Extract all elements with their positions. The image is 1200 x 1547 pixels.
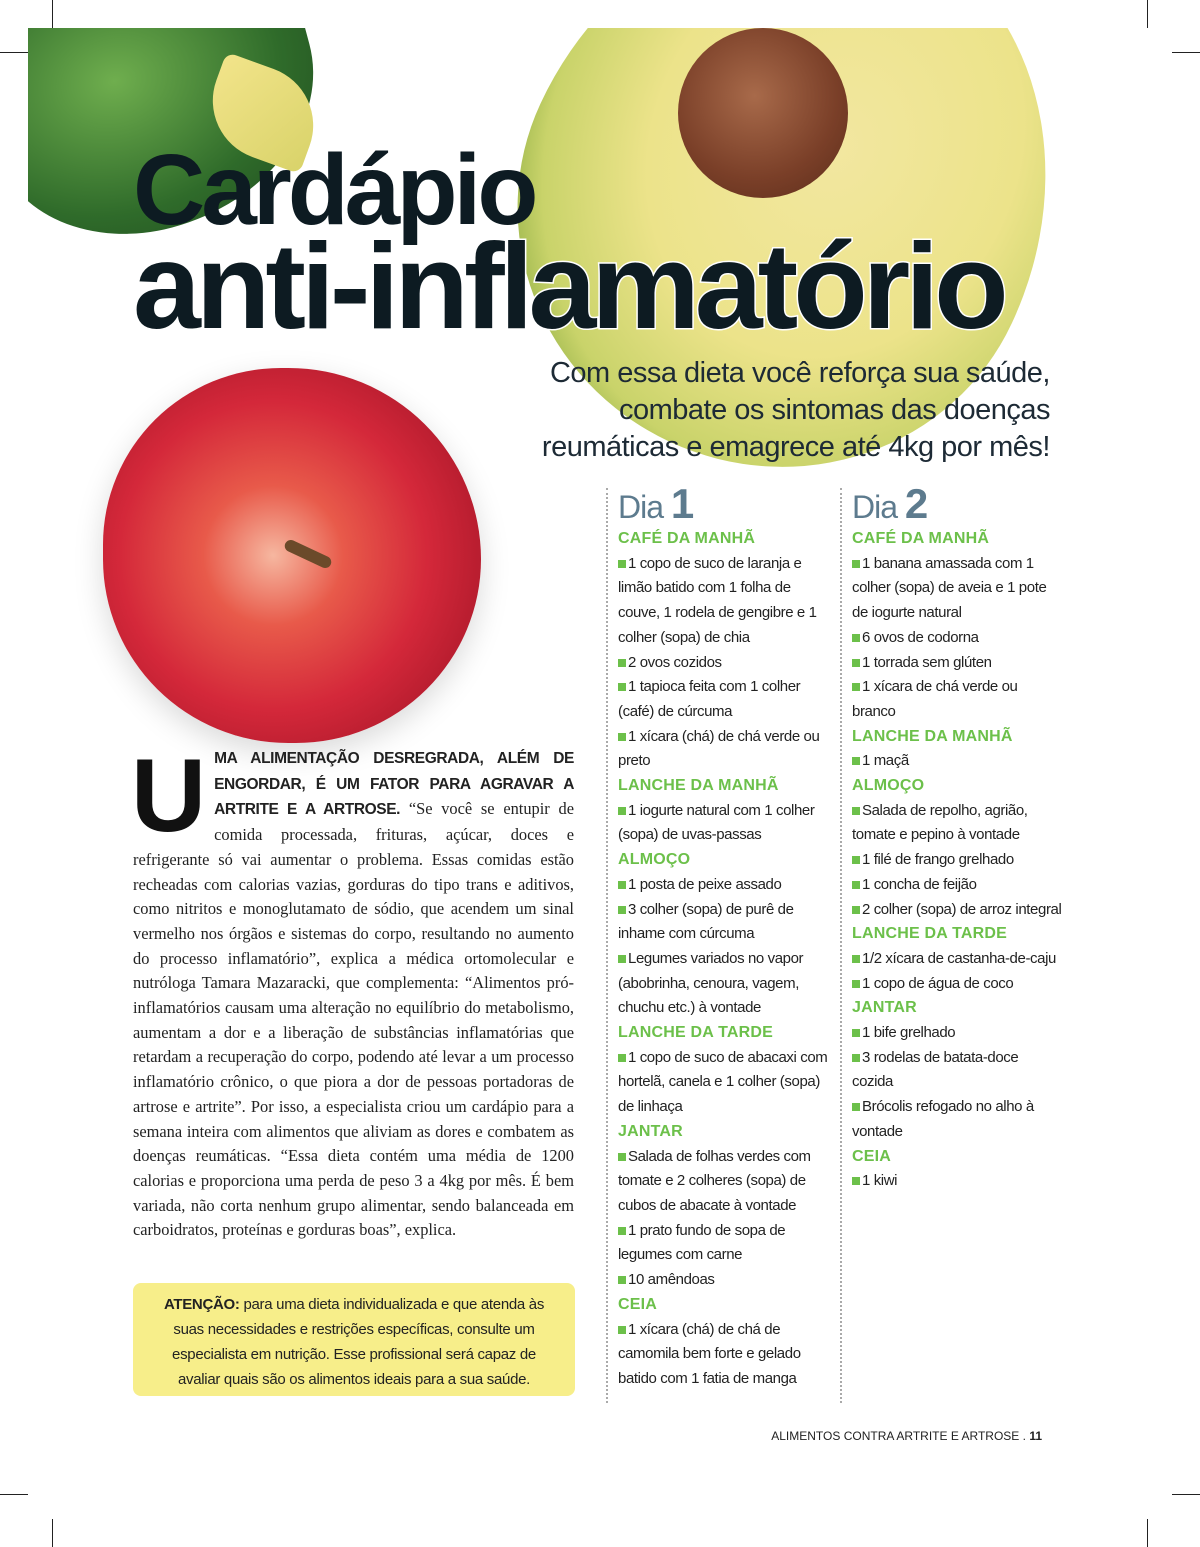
menu-item: 10 amêndoas [618, 1268, 828, 1293]
menu-item: 1 banana amassada com 1 colher (sopa) de aveia e 1 pote de iogurte natural [852, 552, 1062, 626]
day-1-menu [618, 480, 828, 1392]
menu-item: 1 copo de suco de abacaxi com hortelã, canela e 1 colher (sopa) de linhaça [618, 1046, 828, 1120]
avocado-pit-image [678, 28, 848, 198]
day-2-menu [852, 480, 1062, 1194]
meal-heading: ALMOÇO [618, 851, 691, 869]
menu-item: Salada de folhas verdes com tomate e 2 colheres (sopa) de cubos de abacate à vontade [618, 1145, 828, 1219]
menu-item: 1 torrada sem glúten [852, 651, 1062, 676]
menu-item: 1/2 xícara de castanha-de-caju [852, 947, 1062, 972]
page-footer [771, 1429, 1042, 1443]
title-line-2: anti-inflamatório [133, 218, 1004, 354]
meal-heading: LANCHE DA MANHÃ [852, 727, 1013, 745]
page-number: 11 [1029, 1429, 1042, 1443]
menu-item: 1 copo de suco de laranja e limão batido com 1 folha de couve, 1 rodela de gengibre e 1 colher (sopa) de chia [618, 552, 828, 651]
article-body [131, 738, 574, 1243]
menu-item: 1 xícara (chá) de chá verde ou preto [618, 725, 828, 774]
attention-label: ATENÇÃO: [163, 1296, 240, 1313]
meal-heading: CAFÉ DA MANHÃ [852, 530, 990, 547]
menu-item: 1 filé de frango grelhado [852, 848, 1062, 873]
day-heading [618, 480, 828, 527]
title-line-1: Cardápio [133, 134, 535, 246]
article-lead: MA ALIMENTAÇÃO DESREGRADA, ALÉM DE ENGORDAR, É UM FATOR PARA AGRAVAR A ARTRITE E A ARTROSE. [214, 750, 574, 819]
day-number: 2 [904, 480, 928, 527]
menu-item: 1 maçã [852, 749, 1062, 774]
column-divider [840, 488, 842, 1403]
attention-box [133, 1283, 575, 1396]
meal-heading: JANTAR [852, 999, 917, 1017]
menu-item: 1 bife grelhado [852, 1021, 1062, 1046]
menu-item: 3 colher (sopa) de purê de inhame com cúrcuma [618, 898, 828, 947]
menu-item: 6 ovos de codorna [852, 626, 1062, 651]
meal-heading: CEIA [618, 1295, 658, 1313]
meal-heading: CAFÉ DA MANHÃ [618, 530, 756, 547]
menu-item: Legumes variados no vapor (abobrinha, cenoura, vagem, chuchu etc.) à vontade [618, 947, 828, 1021]
menu-item: 1 kiwi [852, 1169, 1062, 1194]
menu-item: Salada de repolho, agrião, tomate e pepino à vontade [852, 799, 1062, 848]
meal-heading: JANTAR [618, 1122, 683, 1140]
subtitle [490, 355, 1050, 466]
day-label: Dia [618, 489, 664, 525]
menu-item: 1 posta de peixe assado [618, 873, 828, 898]
menu-item: 2 ovos cozidos [618, 651, 828, 676]
menu-item: 1 prato fundo de sopa de legumes com carne [618, 1219, 828, 1268]
meal-heading: ALMOÇO [852, 777, 925, 795]
subtitle-line: Com essa dieta você reforça sua saúde, [549, 357, 1050, 389]
menu-item: Brócolis refogado no alho à vontade [852, 1095, 1062, 1144]
article-text: “Se você se entupir de comida processada, frituras, açúcar, doces e refrigerante só vai aumentar o problema. Essas comidas estão recheadas com calorias vazias, gorduras do tipo trans e aditivos, como nitritos e monoglutamato de sódio, que acendem um sinal vermelho nos órgãos e sistemas do corpo, resultando no aumento do processo inflamatório”, explica a médica ortomolecular e nutróloga Tamara Mazaracki, que complementa: “Alimentos pró-inflamatórios causam uma alteração no equilíbrio do metabolismo, aumentam a dor e a liberação de substâncias inflamatórias que retardam a recuperação do corpo, podendo até levar a um processo inflamatório crônico, o que piora a dor de pessoas portadoras de artrose e artrite”. Por isso, a especialista criou um cardápio para a semana inteira com alimentos que aliviam as dores e combatem as doenças reumáticas. “Essa dieta contém uma média de 1200 calorias e proporciona uma perda de peso 3 a 4kg por mês. É bem variada, não corta nenhum grupo alimentar, sendo balanceada em carboidratos, proteínas e gorduras boas”, explica. [133, 799, 574, 1240]
menu-item: 3 rodelas de batata-doce cozida [852, 1046, 1062, 1095]
meal-heading: CEIA [852, 1147, 892, 1165]
menu-item: 1 copo de água de coco [852, 972, 1062, 997]
day-label: Dia [852, 489, 898, 525]
menu-item: 1 tapioca feita com 1 colher (café) de cúrcuma [618, 675, 828, 724]
footer-text: ALIMENTOS CONTRA ARTRITE E ARTROSE . [771, 1429, 1030, 1443]
menu-item: 1 xícara de chá verde ou branco [852, 675, 1062, 724]
menu-item: 2 colher (sopa) de arroz integral [852, 898, 1062, 923]
meal-heading: LANCHE DA TARDE [618, 1024, 773, 1042]
menu-item: 1 iogurte natural com 1 colher (sopa) de uvas-passas [618, 799, 828, 848]
apple-image [103, 368, 481, 743]
day-number: 1 [670, 480, 694, 527]
subtitle-line: reumáticas e emagrece até 4kg por mês! [541, 431, 1050, 463]
day-heading [852, 480, 1062, 527]
attention-text: para uma dieta individualizada e que atenda às suas necessidades e restrições específicas, consulte um especialista em nutrição. Esse profissional será capaz de avaliar quais são os alimentos ideais para a sua saúde. [172, 1296, 545, 1388]
subtitle-line: combate os sintomas das doenças [618, 394, 1050, 426]
column-divider [606, 488, 608, 1403]
drop-cap: U [131, 738, 207, 854]
menu-item: 1 xícara (chá) de chá de camomila bem forte e gelado batido com 1 fatia de manga [618, 1318, 828, 1392]
meal-heading: LANCHE DA TARDE [852, 925, 1007, 943]
menu-item: 1 concha de feijão [852, 873, 1062, 898]
meal-heading: LANCHE DA MANHÃ [618, 777, 779, 795]
